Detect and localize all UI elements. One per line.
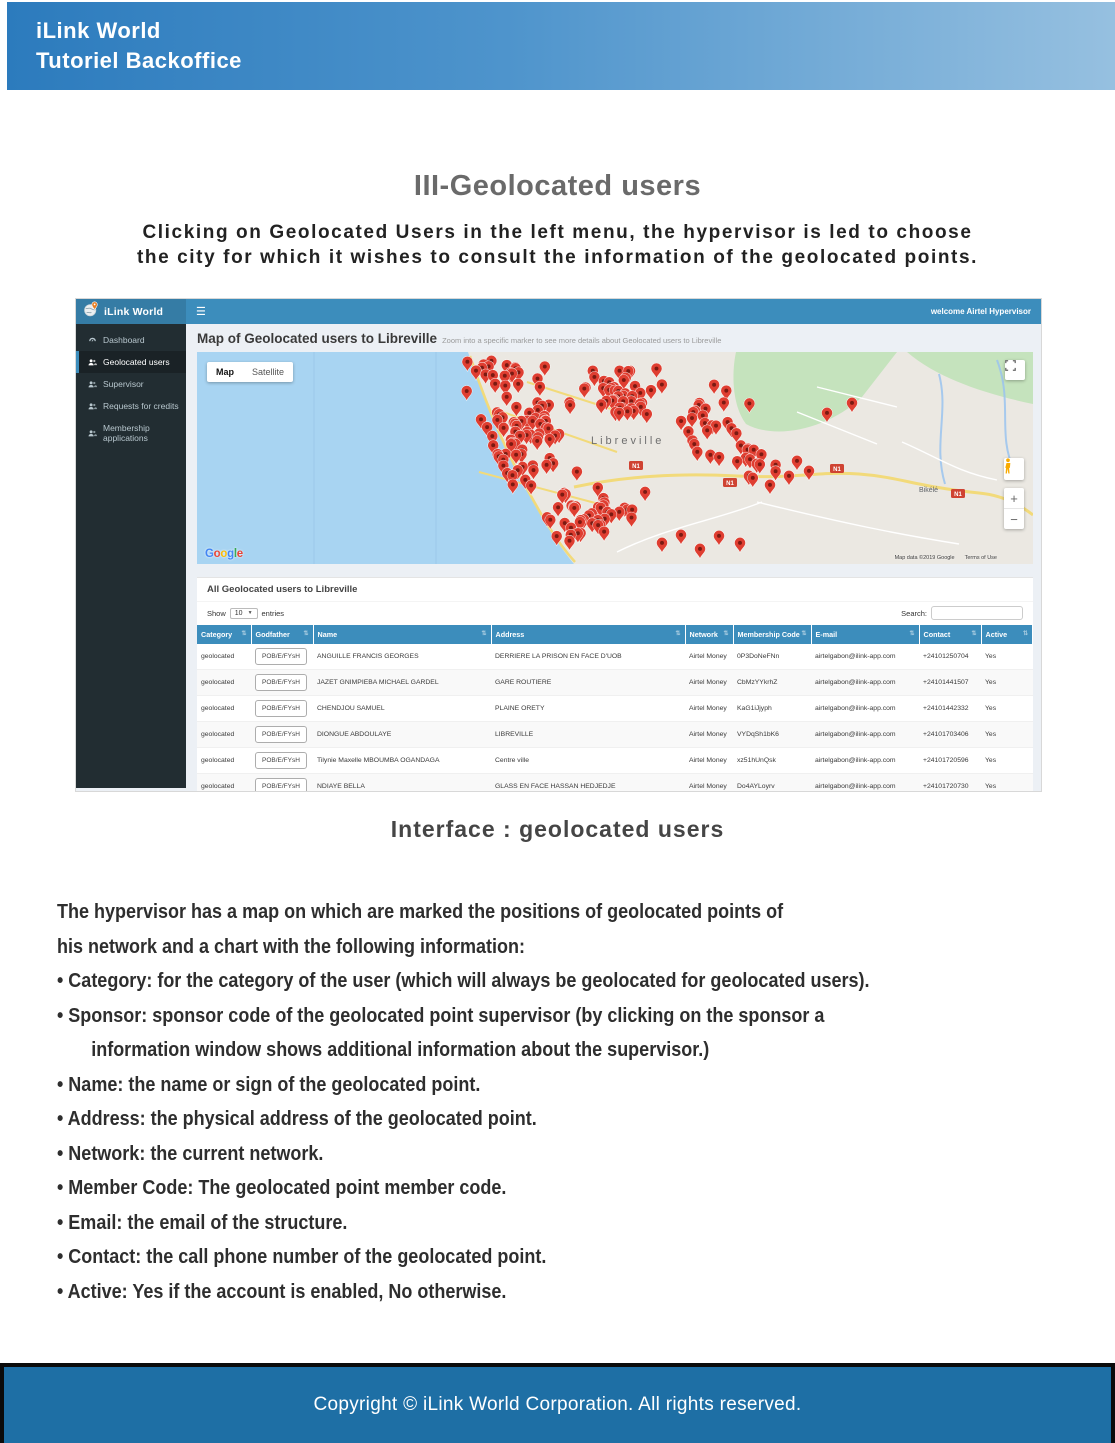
column-header-address[interactable]: Address ⇅ <box>491 625 685 644</box>
search-input[interactable] <box>931 606 1023 620</box>
app-logo[interactable] <box>76 299 186 324</box>
intro-line-2: the city for which it wishes to consult the information of the geolocated points. <box>136 247 979 268</box>
search-label: Search: <box>901 608 927 618</box>
cell-contact: +24101250704 <box>919 644 981 670</box>
table-row <box>197 644 1033 670</box>
sort-icon: ⇅ <box>675 631 681 637</box>
cell-code: Do4AYLoyrv <box>733 774 811 793</box>
cell-category: geolocated <box>197 722 251 748</box>
description-line: his network and a chart with the following information: <box>57 935 526 958</box>
cell-category: geolocated <box>197 670 251 696</box>
table-controls <box>197 602 1033 625</box>
content-area <box>186 324 1041 791</box>
sidebar-item-label: Membership applications <box>103 423 150 443</box>
panel-title: All Geolocated users to Libreville <box>197 578 1033 602</box>
cell-email: airtelgabon@ilink-app.com <box>811 774 919 793</box>
cell-name: ANGUILLE FRANCIS GEORGES <box>313 644 491 670</box>
entries-label: entries <box>261 608 285 618</box>
table-row <box>197 774 1033 793</box>
cell-godfather <box>251 722 313 748</box>
table-row <box>197 748 1033 774</box>
cell-active: Yes <box>981 748 1033 774</box>
cell-name: CHENDJOU SAMUEL <box>313 696 491 722</box>
godfather-button[interactable]: POB/E/FYsH <box>255 674 307 691</box>
map-type-control <box>207 362 293 382</box>
google-logo-letter: l <box>233 548 237 560</box>
zoom-out-button[interactable]: − <box>1010 511 1018 527</box>
godfather-button[interactable]: POB/E/FYsH <box>255 778 307 792</box>
fullscreen-icon <box>1005 360 1016 371</box>
google-logo-letter: o <box>220 548 228 560</box>
cell-code: 0P3DoNeFNn <box>733 644 811 670</box>
users-icon <box>88 429 97 438</box>
cell-address: LIBREVILLE <box>491 722 685 748</box>
map-attribution <box>895 555 997 561</box>
header-line-1: iLink World <box>36 18 161 43</box>
copyright-text: Copyright © iLink World Corporation. All rights reserved. <box>313 1394 802 1415</box>
description-bullet: • Category: for the category of the user (which will always be geolocated for geolocated users). <box>57 970 870 992</box>
cell-address: GLASS EN FACE HASSAN HEDJEDJE <box>491 774 685 793</box>
cell-network: Airtel Money <box>685 774 733 793</box>
cell-network: Airtel Money <box>685 670 733 696</box>
svg-text:N1: N1 <box>954 492 962 498</box>
map-subtitle-text: Zoom into a specific marker to see more details about Geolocated users to Libreville <box>442 336 722 345</box>
header-line-2: Tutoriel Backoffice <box>36 48 242 73</box>
page-size-group <box>207 608 284 619</box>
document-header <box>7 2 1115 90</box>
cell-code: xz51hUnQsk <box>733 748 811 774</box>
column-header-e-mail[interactable]: E-mail ⇅ <box>811 625 919 644</box>
cell-network: Airtel Money <box>685 696 733 722</box>
map-type-satellite-button[interactable]: Satellite <box>252 367 285 377</box>
table-row <box>197 670 1033 696</box>
cell-network: Airtel Money <box>685 748 733 774</box>
google-logo-letter: o <box>213 548 221 560</box>
figure-caption: Interface : geolocated users <box>390 816 725 842</box>
hamburger-menu-icon[interactable]: ☰ <box>196 306 206 318</box>
godfather-button[interactable]: POB/E/FYsH <box>255 752 307 769</box>
table-row <box>197 696 1033 722</box>
table-row <box>197 722 1033 748</box>
table-body <box>197 644 1033 792</box>
column-header-godfather[interactable]: Godfather ⇅ <box>251 625 313 644</box>
sidebar-nav <box>76 324 186 788</box>
top-navbar <box>76 299 1041 324</box>
svg-text:N1: N1 <box>632 464 640 470</box>
sidebar-item-requests-for-credits[interactable] <box>76 395 186 417</box>
sort-icon: ⇅ <box>801 631 807 637</box>
pegman-icon <box>1004 458 1012 474</box>
cell-contact: +24101442332 <box>919 696 981 722</box>
cell-active: Yes <box>981 722 1033 748</box>
globe-pin-logo-icon <box>83 301 99 322</box>
document-footer <box>0 1363 1115 1443</box>
cell-category: geolocated <box>197 774 251 793</box>
cell-email: airtelgabon@ilink-app.com <box>811 644 919 670</box>
description-line: information window shows additional information about the supervisor.) <box>91 1039 710 1061</box>
users-icon <box>88 402 97 411</box>
svg-text:N1: N1 <box>833 467 841 473</box>
description-bullet: • Active: Yes if the account is enabled, No otherwise. <box>57 1280 507 1303</box>
cell-contact: +24101703406 <box>919 722 981 748</box>
cell-network: Airtel Money <box>685 722 733 748</box>
cell-godfather <box>251 696 313 722</box>
cell-name: NDIAYE BELLA <box>313 774 491 793</box>
sort-icon: ⇅ <box>723 631 729 637</box>
cell-email: airtelgabon@ilink-app.com <box>811 722 919 748</box>
cell-contact: +24101720596 <box>919 748 981 774</box>
sort-icon: ⇅ <box>481 631 487 637</box>
geolocated-users-table <box>197 625 1033 792</box>
map-markers-layer[interactable] <box>197 352 1033 564</box>
cell-active: Yes <box>981 696 1033 722</box>
page-size-value: 10 <box>234 609 243 617</box>
cell-email: airtelgabon@ilink-app.com <box>811 696 919 722</box>
cell-category: geolocated <box>197 696 251 722</box>
page-size-select[interactable] <box>230 608 258 619</box>
sort-icon: ⇅ <box>971 631 977 637</box>
cell-network: Airtel Money <box>685 644 733 670</box>
terms-of-use-link[interactable]: Terms of Use <box>964 555 997 561</box>
backoffice-screenshot <box>75 298 1042 792</box>
section-title: III-Geolocated users <box>413 170 702 202</box>
map-section-title <box>197 331 1033 346</box>
sidebar-item-supervisor[interactable] <box>76 373 186 395</box>
svg-text:N1: N1 <box>726 481 734 487</box>
description-bullet: • Member Code: The geolocated point member code. <box>57 1177 507 1199</box>
users-icon <box>88 380 97 389</box>
cell-code: CbMzYYkrhZ <box>733 670 811 696</box>
sidebar-item-label: Dashboard <box>103 335 145 345</box>
sidebar-item-membership-applications[interactable] <box>76 417 186 449</box>
city-label: Libreville <box>591 435 665 447</box>
users-icon <box>88 358 97 367</box>
cell-email: airtelgabon@ilink-app.com <box>811 670 919 696</box>
app-brand: iLink World <box>104 305 164 318</box>
fullscreen-button[interactable] <box>1005 360 1025 380</box>
column-header-network[interactable]: Network ⇅ <box>685 625 733 644</box>
sidebar-item-label: Geolocated users <box>103 357 170 367</box>
column-header-name[interactable]: Name ⇅ <box>313 625 491 644</box>
cell-active: Yes <box>981 774 1033 793</box>
cell-godfather <box>251 644 313 670</box>
search-group <box>901 606 1023 620</box>
sidebar-item-label: Requests for credits <box>103 401 179 411</box>
sort-icon: ⇅ <box>241 631 247 637</box>
cell-godfather <box>251 748 313 774</box>
google-logo[interactable] <box>205 548 243 560</box>
cell-code: KaG1iJjyph <box>733 696 811 722</box>
intro-line-1: Clicking on Geolocated Users in the left menu, the hypervisor is led to choose <box>142 222 973 243</box>
google-logo-letter: G <box>205 548 214 560</box>
google-logo-letter: g <box>227 548 234 560</box>
description-block <box>57 895 1057 1309</box>
column-header-contact[interactable]: Contact ⇅ <box>919 625 981 644</box>
select-arrow-icon: ▼ <box>247 610 253 616</box>
place-label: Bikélé <box>919 487 939 494</box>
cell-godfather <box>251 670 313 696</box>
geolocated-users-panel <box>197 577 1033 792</box>
map-title-text: Map of Geolocated users to Libreville <box>197 331 438 346</box>
description-bullet: • Email: the email of the structure. <box>57 1211 348 1234</box>
cell-contact: +24101720730 <box>919 774 981 793</box>
description-bullet: • Sponsor: sponsor code of the geolocated point supervisor (by clicking on the sponsor a <box>57 1004 825 1027</box>
sidebar-item-geolocated-users[interactable] <box>76 351 186 373</box>
column-header-active[interactable]: Active ⇅ <box>981 625 1033 644</box>
cell-email: airtelgabon@ilink-app.com <box>811 748 919 774</box>
cell-active: Yes <box>981 670 1033 696</box>
column-header-membership-code[interactable]: Membership Code ⇅ <box>733 625 811 644</box>
godfather-button[interactable]: POB/E/FYsH <box>255 700 307 717</box>
dashboard-icon <box>88 336 97 345</box>
sidebar-item-label: Supervisor <box>103 379 144 389</box>
cell-address: PLAINE ORETY <box>491 696 685 722</box>
description-bullet: • Network: the current network. <box>57 1142 324 1165</box>
column-header-category[interactable]: Category ⇅ <box>197 625 251 644</box>
cell-name: JAZET GNIMPIEBA MICHAEL GARDEL <box>313 670 491 696</box>
cell-code: VYDqSh1bK6 <box>733 722 811 748</box>
cell-category: geolocated <box>197 644 251 670</box>
cell-godfather <box>251 774 313 793</box>
description-bullet: • Name: the name or sign of the geolocated point. <box>57 1073 481 1096</box>
description-line: The hypervisor has a map on which are marked the positions of geolocated points of <box>57 901 784 923</box>
sort-icon: ⇅ <box>1022 631 1028 637</box>
godfather-button[interactable]: POB/E/FYsH <box>255 726 307 743</box>
zoom-in-button[interactable]: + <box>1004 488 1024 509</box>
cell-name: DIONGUE ABDOULAYE <box>313 722 491 748</box>
cell-address: Centre ville <box>491 748 685 774</box>
cell-category: geolocated <box>197 748 251 774</box>
cell-contact: +24101441507 <box>919 670 981 696</box>
cell-address: DERRIERE LA PRISON EN FACE D'UOB <box>491 644 685 670</box>
welcome-user-menu[interactable]: welcome Airtel Hypervisor <box>930 307 1031 316</box>
cell-active: Yes <box>981 644 1033 670</box>
google-logo-letter: e <box>236 548 243 560</box>
table-header-row <box>197 625 1033 644</box>
cell-name: Tilynie Maxelle MBOUMBA OGANDAGA <box>313 748 491 774</box>
map-canvas[interactable] <box>197 352 1033 564</box>
show-label: Show <box>207 608 226 618</box>
pegman-control[interactable] <box>1004 458 1024 480</box>
zoom-control <box>1004 488 1024 529</box>
intro-paragraph <box>0 220 1115 270</box>
sidebar-item-dashboard[interactable] <box>76 329 186 351</box>
sort-icon: ⇅ <box>303 631 309 637</box>
sort-icon: ⇅ <box>909 631 915 637</box>
map-type-map-button[interactable]: Map <box>216 367 234 377</box>
godfather-button[interactable]: POB/E/FYsH <box>255 648 307 665</box>
description-bullet: • Contact: the call phone number of the geolocated point. <box>57 1246 547 1268</box>
cell-address: GARE ROUTIERE <box>491 670 685 696</box>
map-data-credit: Map data ©2019 Google <box>894 555 955 561</box>
description-bullet: • Address: the physical address of the geolocated point. <box>57 1108 537 1130</box>
